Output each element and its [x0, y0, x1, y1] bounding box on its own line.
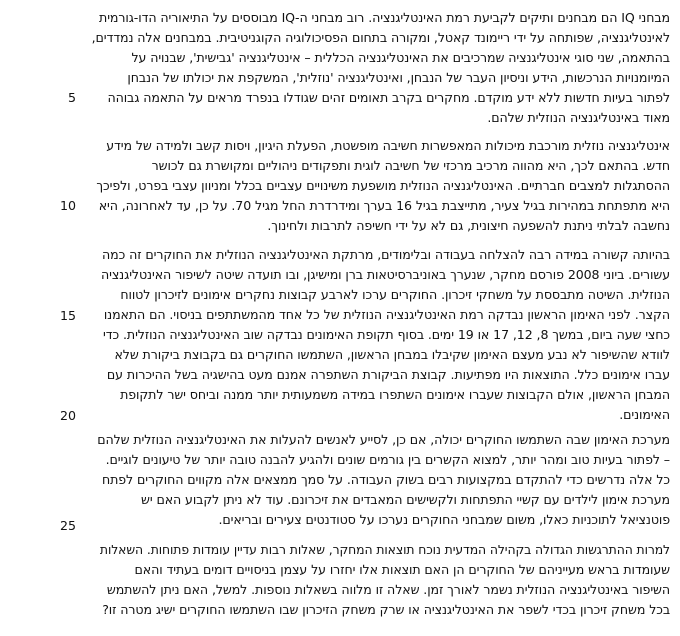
line-number: 10	[59, 198, 76, 213]
text-line: היא מתפתחת במהירות בגיל צעיר, מתייצבת בגיל 16 בערך ומידרדרת החל מגיל 70. על כן, עד לאחרונה, היא	[98, 198, 670, 213]
text-line: – לפתור בעיות טוב ומהר יותר, למצוא הקשרים בין גורמים שונים ולהגיע להבנה טובה יותר של טיעונים לוגיים.	[105, 452, 670, 467]
text-line: השיפור באינטליגנציה הנוזלית נשמר לאורך זמן. שאלה זו מלווה בשאלות נוספות. למשל, האם ניתן להשתמש	[106, 582, 670, 597]
text-line: מבחני IQ הם מבחנים ותיקים לקביעת רמת האינטליגנציה. רוב מבחני ה-IQ מבוססים על התיאוריה הדו-גורמית	[99, 10, 670, 25]
paragraph-2	[92, 136, 670, 236]
text-line: עשורים. ביוני 2008 פורסם מחקר, שנערך באוניברסיטאות ברן ומישיגן, ובו תועדה שיטה לשיפור האינטליגנציה	[100, 267, 670, 282]
text-line: שעומדות בראש מעייניהם של החוקרים הן האם תוצאות אלו יחזרו על עצמן בניסויים דומים בעתיד והאם	[134, 562, 670, 577]
text-line: למרות ההתרגשות הגדולה בקהילה המדעית נוכח תוצאות המחקר, שאלות רבות עדיין עומדות פתוחות. השאלות	[99, 542, 670, 557]
line-number: 20	[59, 408, 76, 423]
text-line: מערכת אימון לילדים עם קשיי התפתחות ולקשישים המאבדים את זיכרונם. עוד לא ניתן לקבוע האם יש	[141, 492, 670, 507]
text-line: המיומנויות הנרכשות, הידע וניסיון העבר של הנבחן, ואינטליגנציה 'נוזלית', המשקפת את יכולתו של הנבחן	[127, 70, 670, 85]
text-line: כל אלה נדרשים כדי להתקדם במקצועות רבים בשוק העבודה. על סמך ממצאים אלה מקווים החוקרים לפתח	[101, 472, 670, 487]
text-line: הקצר. לפני האימון הראשון נבדקה רמת האינטליגנציה הנוזלית של כל אחד מהמשתתפים בניסוי. הם התאמנו	[103, 307, 670, 322]
paragraph-3	[92, 245, 670, 425]
text-line: חדש. בהתאם לכך, היא מהווה מרכיב מרכזי של חשיבה לוגית ותפקודים ניהוליים ומקושרת גם לכושר	[151, 158, 670, 173]
text-line: כחצי שעה ביום, במשך 8, 12, 17 או 19 ימים. בסוף תקופת האימונים נבדקה שוב האינטליגנציה הנוזלית. כדי	[103, 327, 670, 342]
line-number: 5	[67, 90, 76, 105]
text-line: בכל משחק זיכרון בכדי לשפר את האינטליגנציה או שרק משחק הזיכרון שבו השתמשו החוקרים ישיג מטרה זו?	[102, 602, 670, 617]
text-line: לאינטליגנציה, שפותחה על ידי ריימונד קאטל, ומקורה בתחום הפסיכולוגיה הקוגניטיבית. במבחנים אלה נמדדים,	[92, 30, 670, 45]
text-line: מאוד באינטליגנציה הנוזלית שלהם.	[487, 110, 670, 125]
text-line: בהיותה קשורה במידה רבה להצלחה בעבודה ובלימודים, מרתקת האינטליגנציה הנוזלית את החוקרים זה כמה	[102, 247, 670, 262]
paragraph-1	[92, 8, 670, 128]
text-line: המבחן הראשון, אולם הקבוצות שעברו אימונים השתפרו במידה משמעותית יותר ממנה וביחס ישר לתקופת	[120, 387, 670, 402]
text-line: פוטנציאל לתוכניות כאלו, משום שמבחני החוקרים נערכו על סטודנטים צעירים ובריאים.	[218, 512, 670, 527]
paragraph-5	[92, 540, 670, 620]
text-line: מערכת האימון שבה השתמשו החוקרים יכולה, אם כן, לסייע לאנשים להעלות את האינטליגנציה הנוזלית שלהם	[97, 432, 670, 447]
text-line: ההסתגלות למצבים חברתיים. האינטליגנציה הנוזלית מושפעת משינויים עצביים בכלל ומניוון עצבי בפרט, ולפיכך	[96, 178, 670, 193]
text-line: לפתור בעיות חדשות ללא ידע מוקדם. מחקרים בקרב תאומים זהים שגודלו בנפרד מראים על התאמה גבוהה	[107, 90, 670, 105]
text-line: האימונים.	[619, 407, 670, 422]
line-number: 15	[59, 308, 76, 323]
text-line: הנוזלית. השיטה מתבססת על משחקי זיכרון. החוקרים ערכו לארבע קבוצות נחקרים אימונים לזיכרון לטווח	[120, 287, 670, 302]
text-line: לוודא שהשיפור לא נבע מעצם האימון שקיבלו במבחן הראשון, השתמשו החוקרים גם בקבוצת ביקורת שלא	[114, 347, 670, 362]
line-number: 25	[59, 518, 76, 533]
text-line: בהתאמה, שני סוגי אינטליגנציה שמרכיבים את האינטליגנציה הכללית – אינטליגנציה 'גבישית', שבנויה על	[131, 50, 670, 65]
paragraph-4	[92, 430, 670, 530]
text-line: אינטליגנציה נוזלית מורכבת מיכולות המאפשרות חשיבה מופשטת, הפעלת היגיון, ויסות קשב ולמידה של מידע	[106, 138, 670, 153]
text-line: עברו אימונים כלל. התוצאות היו מפתיעות. קבוצת הביקורת השתפרה אמנם מעט בהישגיה בשל ההיכרות עם	[106, 367, 670, 382]
text-line: נחשבה לבלתי ניתנת להשפעה חיצונית, גם לא על ידי חשיפה לתרבות ולחינוך.	[267, 218, 670, 233]
